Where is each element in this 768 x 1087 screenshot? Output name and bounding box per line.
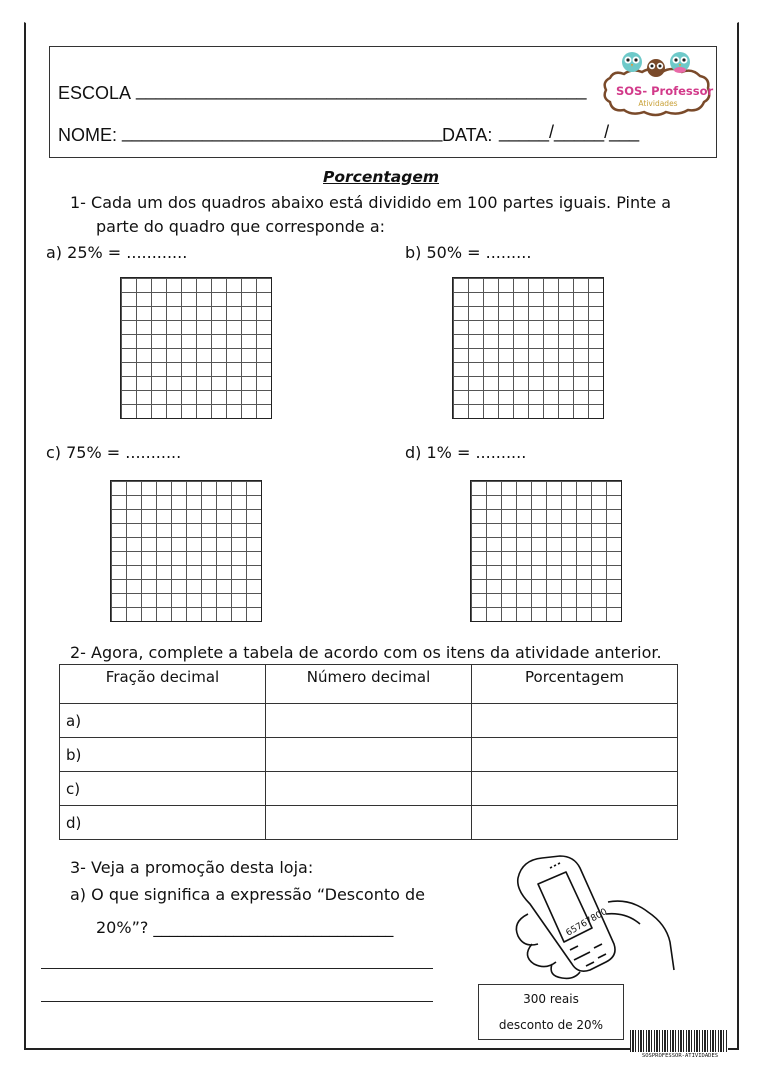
nome-field[interactable]: ________________________________ [122,122,443,142]
answer-line-1[interactable] [41,968,433,969]
table-cell[interactable] [266,772,472,806]
table-cell[interactable] [472,738,678,772]
phone-illustration [508,852,680,986]
table-cell[interactable] [472,772,678,806]
hand-phone-icon [508,852,680,986]
table-cell[interactable] [472,806,678,840]
data-label: DATA: [442,125,493,145]
row-label-b[interactable]: b) [60,738,266,772]
logo-subtitle: Atividades [638,99,678,108]
promo-box [478,984,624,1040]
q1-item-a: a) 25% = ............ [46,243,188,262]
q1-prompt-line2: parte do quadro que corresponde a: [96,217,386,236]
q3a-line1: a) O que significa a expressão “Desconto de [70,885,425,904]
phone-number-display: 65767800 [564,907,610,939]
answer-table [59,664,678,840]
escola-field[interactable]: _____________________________________________ [136,80,587,100]
barcode-icon [630,1030,728,1052]
table-cell[interactable] [266,806,472,840]
promo-price: 300 reais [523,992,579,1006]
logo-title: SOS- Professor [616,84,714,98]
q1-prompt-line1: 1- Cada um dos quadros abaixo está dividido em 100 partes iguais. Pinte a [70,193,672,212]
header-fracao-decimal: Fração decimal [60,665,266,704]
table-cell[interactable] [266,738,472,772]
q3a-line2[interactable]: 20%”? ______________________________ [96,918,394,937]
table-cell[interactable] [266,704,472,738]
row-label-d[interactable]: d) [60,806,266,840]
table-cell[interactable] [472,704,678,738]
q1-item-c: c) 75% = ........... [46,443,182,462]
grid-75-percent[interactable] [110,480,262,622]
q3-prompt: 3- Veja a promoção desta loja: [70,858,314,877]
data-field[interactable]: _____/_____/___ [499,122,640,142]
q1-item-b: b) 50% = ......... [405,243,532,262]
promo-discount: desconto de 20% [498,1018,604,1032]
escola-label: ESCOLA [58,83,132,103]
barcode-text: SOSPROFESSOR-ATIVIDADES [641,1053,719,1059]
table-row [60,738,678,772]
row-label-c[interactable]: c) [60,772,266,806]
answer-line-2[interactable] [41,1001,433,1002]
table-row [60,806,678,840]
page-title: Porcentagem [323,168,440,186]
row-label-a[interactable]: a) [60,704,266,738]
header-numero-decimal: Número decimal [266,665,472,704]
q2-prompt: 2- Agora, complete a tabela de acordo com os itens da atividade anterior. [70,643,662,662]
header-porcentagem: Porcentagem [472,665,678,704]
grid-25-percent[interactable] [120,277,272,419]
q1-item-d: d) 1% = .......... [405,443,527,462]
grid-50-percent[interactable] [452,277,604,419]
sos-professor-logo [600,50,714,118]
nome-label: NOME: [58,125,118,145]
table-header-row [60,665,678,704]
table-row [60,772,678,806]
table-row [60,704,678,738]
grid-1-percent[interactable] [470,480,622,622]
